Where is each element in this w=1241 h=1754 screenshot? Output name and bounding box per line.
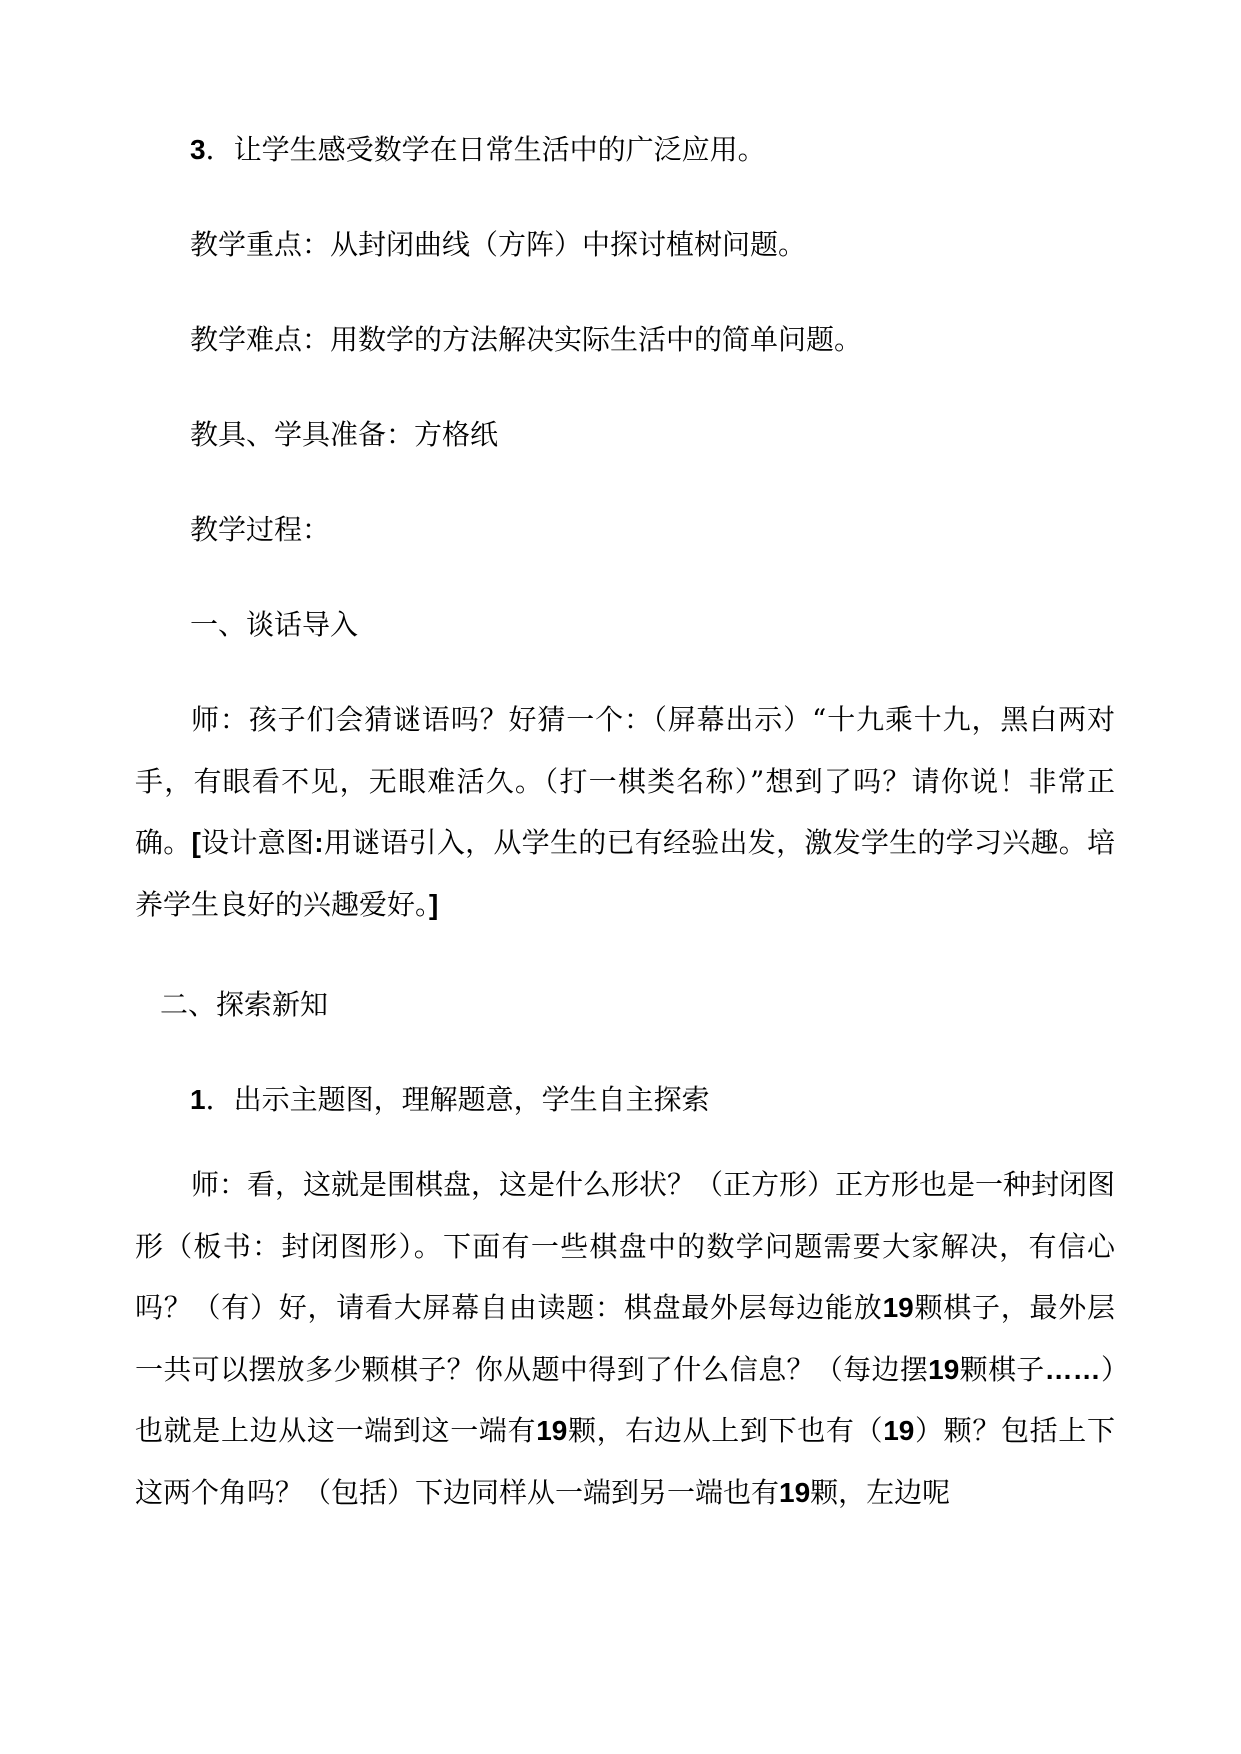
paragraph-text: 颗棋子，最外层一共可以摆放多少颗棋子？你从题中得到了什么信息？（每边摆 — [135, 1291, 1115, 1386]
explore-paragraph — [135, 1154, 1115, 1523]
section-heading-explore: 二、探索新知 — [160, 988, 329, 1021]
objective-text: ．让学生感受数学在日常生活中的广泛应用。 — [205, 133, 766, 166]
design-bracket-open: [ — [191, 827, 201, 858]
paragraph-text: ）颗？包括上下这两个角吗？（包括）下边同样从一端到另一端也有 — [135, 1414, 1115, 1509]
ellipsis: …… — [1044, 1353, 1101, 1385]
paragraph-text: 师：看，这就是围棋盘，这是什么形状？（正方形）正方形也是一种封闭图形（板书：封闭图形）。下面有一些棋盘中的数学问题需要大家解决，有信心吗？（有）好，请看大屏幕自由读题：棋盘最外层每边能放 — [135, 1168, 1116, 1324]
paragraph-text: 颗，左边呢 — [810, 1475, 951, 1509]
objective-number: 3 — [190, 134, 206, 165]
design-intent-label: 设计意图 — [200, 826, 315, 859]
intro-paragraph — [135, 689, 1115, 935]
teaching-key-point: 教学重点：从封闭曲线（方阵）中探讨植树问题。 — [190, 228, 807, 261]
step-text: ．出示主题图，理解题意，学生自主探索 — [205, 1083, 710, 1116]
paragraph-text: 颗棋子 — [959, 1352, 1045, 1386]
section-heading-intro: 一、谈话导入 — [190, 608, 359, 641]
number-19: 19 — [779, 1476, 811, 1508]
design-bracket-close: ] — [429, 888, 439, 920]
teaching-objective-3 — [190, 130, 766, 170]
design-colon: : — [314, 827, 324, 858]
paragraph-text: 颗，右边从上到下也有（ — [567, 1414, 884, 1447]
teaching-process-heading: 教学过程： — [190, 513, 331, 546]
number-19: 19 — [928, 1353, 960, 1385]
teaching-difficulty: 教学难点：用数学的方法解决实际生活中的简单问题。 — [190, 323, 863, 356]
number-19: 19 — [883, 1415, 915, 1446]
riddle-text: 师：孩子们会猜谜语吗？好猜一个：（屏幕出示）“十九乘十九，黑白两对手，有眼看不见，无眼难活久。（打一棋类名称）”想到了吗？请你说！非常正确。 — [135, 703, 1115, 859]
number-19: 19 — [536, 1415, 568, 1446]
design-intent-text: 用谜语引入，从学生的已有经验出发，激发学生的学习兴趣。培养学生良好的兴趣爱好。 — [135, 826, 1115, 921]
teaching-materials: 教具、学具准备：方格纸 — [190, 418, 499, 451]
step-1-heading — [190, 1080, 710, 1120]
paragraph-text: ）也就是上边从这一端到这一端有 — [135, 1352, 1115, 1447]
step-number: 1 — [190, 1084, 206, 1115]
number-19: 19 — [882, 1292, 914, 1323]
